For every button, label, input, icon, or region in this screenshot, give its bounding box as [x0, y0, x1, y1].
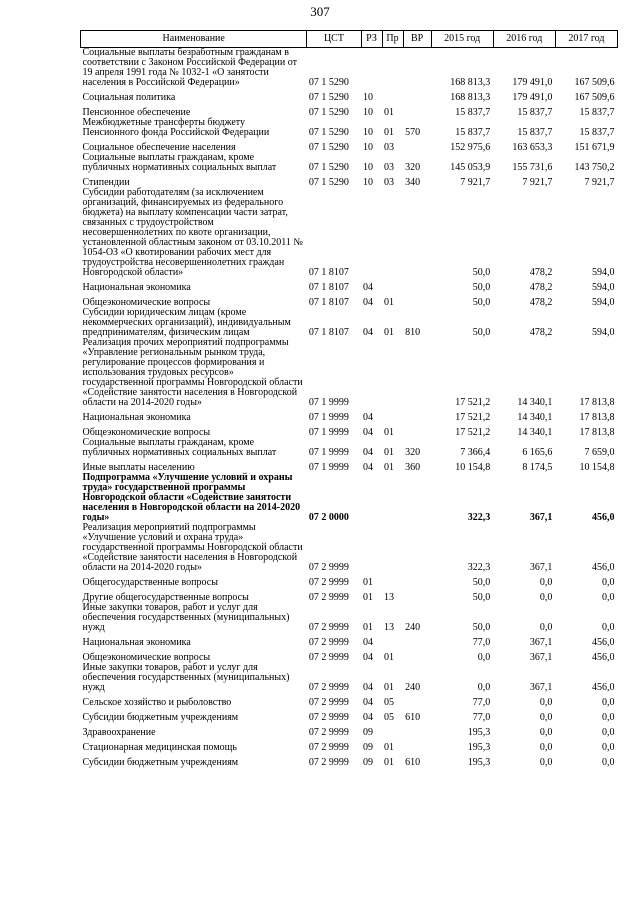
cell-pr	[382, 88, 403, 103]
cell-pr	[382, 338, 403, 408]
cell-2017: 0,0	[602, 757, 615, 768]
cell-2017: 456,0	[592, 637, 615, 648]
cell-2017: 594,0	[592, 282, 615, 293]
cell-pr: 01	[384, 682, 395, 693]
cell-2016: 367,1	[529, 512, 553, 523]
cell-2016: 14 340,1	[517, 397, 553, 408]
cell-cst: 07 2 9999	[308, 592, 349, 603]
cell-pr	[382, 523, 403, 573]
cell-vr	[403, 473, 431, 523]
header-vr: ВР	[403, 31, 431, 48]
cell-rz: 09	[363, 757, 373, 768]
cell-cst: 07 1 9999	[308, 427, 349, 438]
cell-rz: 04	[363, 297, 373, 308]
cell-pr: 01	[384, 447, 395, 458]
cell-pr	[382, 188, 403, 278]
cell-vr	[403, 693, 431, 708]
cell-2015: 50,0	[472, 297, 491, 308]
cell-cst: 07 1 5290	[308, 107, 349, 118]
cell-cst: 07 2 9999	[308, 682, 349, 693]
cell-cst: 07 2 9999	[308, 622, 349, 633]
cell-cst: 07 1 5290	[308, 92, 349, 103]
cell-name: Стационарная медицинская помощь	[82, 742, 237, 753]
table-row	[81, 648, 618, 663]
cell-cst: 07 1 9999	[308, 412, 349, 423]
cell-pr: 03	[384, 177, 395, 188]
cell-cst: 07 2 9999	[308, 562, 349, 573]
cell-cst: 07 1 5290	[308, 77, 349, 88]
cell-2017: 167 509,6	[574, 77, 615, 88]
cell-2015: 195,3	[467, 757, 491, 768]
cell-rz: 04	[363, 462, 373, 473]
cell-rz	[361, 523, 382, 573]
cell-2017: 0,0	[602, 577, 615, 588]
cell-name: Субсидии бюджетным учреждениям	[82, 757, 239, 768]
cell-vr	[403, 338, 431, 408]
cell-name: Общеэкономические вопросы	[82, 652, 211, 663]
cell-2017: 10 154,8	[579, 462, 615, 473]
cell-pr: 01	[384, 427, 395, 438]
cell-2015: 50,0	[472, 267, 491, 278]
cell-pr	[382, 48, 403, 89]
cell-rz: 10	[363, 162, 373, 173]
cell-vr	[403, 103, 431, 118]
cell-2017: 143 750,2	[574, 162, 615, 173]
table-row	[81, 103, 618, 118]
cell-rz: 09	[363, 742, 373, 753]
cell-2017: 15 837,7	[579, 127, 615, 138]
cell-pr	[382, 633, 403, 648]
cell-name: Другие общегосударственные вопросы	[82, 592, 249, 603]
cell-vr	[403, 293, 431, 308]
cell-2015: 195,3	[467, 727, 491, 738]
cell-name: Социальные выплаты гражданам, кроме публичных нормативных социальных выплат	[82, 152, 277, 173]
cell-rz: 09	[363, 727, 373, 738]
cell-rz	[361, 188, 382, 278]
cell-pr: 13	[384, 592, 395, 603]
cell-name: Общегосударственные вопросы	[82, 577, 218, 588]
cell-2015: 195,3	[467, 742, 491, 753]
cell-pr: 01	[384, 652, 395, 663]
cell-2016: 0,0	[539, 592, 553, 603]
table-body	[81, 48, 618, 769]
cell-2017: 456,0	[592, 652, 615, 663]
cell-name: Национальная экономика	[82, 282, 191, 293]
cell-vr	[403, 188, 431, 278]
cell-name: Иные выплаты населению	[82, 462, 195, 473]
page-number: 307	[310, 4, 330, 19]
cell-2016: 8 174,5	[522, 462, 553, 473]
cell-rz: 04	[363, 712, 373, 723]
table-row	[81, 588, 618, 603]
cell-name: Межбюджетные трансферты бюджету Пенсионного фонда Российской Федерации	[82, 117, 270, 138]
cell-vr	[403, 48, 431, 89]
cell-2016: 163 653,3	[512, 142, 553, 153]
cell-vr	[403, 573, 431, 588]
cell-cst: 07 2 9999	[308, 757, 349, 768]
cell-cst: 07 2 9999	[308, 697, 349, 708]
cell-2017: 0,0	[602, 622, 615, 633]
cell-pr: 01	[384, 757, 395, 768]
cell-vr: 610	[405, 757, 421, 768]
header-2016: 2016 год	[493, 31, 555, 48]
cell-rz	[361, 48, 382, 89]
header-rz: РЗ	[361, 31, 382, 48]
cell-2016: 179 491,0	[512, 92, 553, 103]
table-row	[81, 88, 618, 103]
cell-rz	[361, 338, 382, 408]
cell-cst: 07 1 5290	[308, 162, 349, 173]
table-header-row	[81, 31, 618, 48]
table-row	[81, 423, 618, 438]
cell-cst: 07 1 9999	[308, 397, 349, 408]
cell-vr: 570	[405, 127, 421, 138]
cell-2016: 367,1	[529, 637, 553, 648]
cell-2015: 322,3	[467, 512, 491, 523]
cell-vr	[403, 278, 431, 293]
cell-2017: 594,0	[592, 267, 615, 278]
cell-vr	[403, 588, 431, 603]
cell-2017: 0,0	[602, 727, 615, 738]
table-row	[81, 458, 618, 473]
table-row	[81, 573, 618, 588]
cell-rz: 04	[363, 682, 373, 693]
cell-2015: 168 813,3	[450, 92, 491, 103]
cell-pr: 01	[384, 127, 395, 138]
cell-2017: 594,0	[592, 327, 615, 338]
cell-cst: 07 1 5290	[308, 142, 349, 153]
table-row	[81, 188, 618, 278]
cell-vr	[403, 648, 431, 663]
header-2015: 2015 год	[431, 31, 493, 48]
cell-cst: 07 1 9999	[308, 462, 349, 473]
header-2017: 2017 год	[555, 31, 617, 48]
cell-cst: 07 2 0000	[308, 512, 349, 523]
table-row	[81, 438, 618, 458]
cell-2016: 7 921,7	[522, 177, 553, 188]
cell-cst: 07 1 5290	[308, 177, 349, 188]
table-row	[81, 308, 618, 338]
cell-2015: 168 813,3	[450, 77, 491, 88]
table-row	[81, 708, 618, 723]
table-row	[81, 338, 618, 408]
cell-2017: 0,0	[602, 742, 615, 753]
cell-rz: 04	[363, 412, 373, 423]
cell-vr	[403, 88, 431, 103]
cell-name: Социальное обеспечение населения	[82, 142, 236, 153]
cell-pr: 01	[384, 742, 395, 753]
header-pr: Пр	[382, 31, 403, 48]
cell-2015: 50,0	[472, 327, 491, 338]
table-row	[81, 153, 618, 173]
cell-cst: 07 2 9999	[308, 712, 349, 723]
cell-cst: 07 2 9999	[308, 637, 349, 648]
cell-pr: 13	[384, 622, 395, 633]
cell-vr: 320	[405, 162, 421, 173]
cell-2015: 77,0	[472, 697, 491, 708]
cell-2017: 456,0	[592, 512, 615, 523]
cell-2015: 77,0	[472, 712, 491, 723]
cell-vr: 360	[405, 462, 421, 473]
cell-2016: 367,1	[529, 562, 553, 573]
cell-2016: 0,0	[539, 727, 553, 738]
cell-2017: 7 659,0	[584, 447, 615, 458]
cell-2016: 0,0	[539, 757, 553, 768]
cell-2015: 145 053,9	[450, 162, 491, 173]
cell-name: Иные закупки товаров, работ и услуг для обеспечения государственных (муниципальных) нужд	[82, 602, 290, 633]
cell-vr: 810	[405, 327, 421, 338]
cell-2015: 0,0	[477, 652, 491, 663]
header-cst: ЦСТ	[307, 31, 361, 48]
cell-rz: 04	[363, 697, 373, 708]
cell-cst: 07 1 8107	[308, 267, 349, 278]
cell-vr: 240	[405, 682, 421, 693]
cell-pr	[382, 473, 403, 523]
cell-pr	[382, 573, 403, 588]
cell-pr: 01	[384, 297, 395, 308]
cell-2015: 17 521,2	[455, 412, 491, 423]
cell-2015: 7 921,7	[460, 177, 491, 188]
cell-pr	[382, 408, 403, 423]
cell-vr	[403, 523, 431, 573]
cell-name: Социальные выплаты гражданам, кроме публичных нормативных социальных выплат	[82, 437, 277, 458]
cell-2017: 151 671,9	[574, 142, 615, 153]
cell-vr	[403, 408, 431, 423]
cell-2016: 0,0	[539, 622, 553, 633]
cell-2016: 155 731,6	[512, 162, 553, 173]
cell-2016: 478,2	[529, 297, 553, 308]
cell-name: Здравоохранение	[82, 727, 156, 738]
table-row	[81, 723, 618, 738]
cell-2016: 367,1	[529, 652, 553, 663]
cell-2015: 50,0	[472, 622, 491, 633]
cell-2017: 167 509,6	[574, 92, 615, 103]
cell-2017: 15 837,7	[579, 107, 615, 118]
cell-rz: 01	[363, 577, 373, 588]
cell-name: Подпрограмма «Улучшение условий и охраны труда» государственной программы Новгородской области «Содействие занятости населения в Новгородской области на 2014-2020 годы»	[82, 472, 301, 523]
budget-table	[80, 30, 618, 768]
table-row	[81, 633, 618, 648]
cell-2017: 17 813,8	[579, 412, 615, 423]
cell-2015: 17 521,2	[455, 427, 491, 438]
cell-2016: 367,1	[529, 682, 553, 693]
cell-2017: 0,0	[602, 697, 615, 708]
cell-name: Пенсионное обеспечение	[82, 107, 191, 118]
cell-pr: 01	[384, 462, 395, 473]
cell-rz: 10	[363, 142, 373, 153]
table-row	[81, 753, 618, 768]
cell-2016: 0,0	[539, 742, 553, 753]
cell-name: Субсидии бюджетным учреждениям	[82, 712, 239, 723]
cell-rz: 10	[363, 177, 373, 188]
cell-rz: 01	[363, 622, 373, 633]
cell-rz: 04	[363, 282, 373, 293]
cell-pr: 01	[384, 327, 395, 338]
cell-2017: 456,0	[592, 562, 615, 573]
cell-rz: 04	[363, 327, 373, 338]
cell-2016: 6 165,6	[522, 447, 553, 458]
cell-cst: 07 2 9999	[308, 727, 349, 738]
cell-cst: 07 1 9999	[308, 447, 349, 458]
cell-2016: 15 837,7	[517, 127, 553, 138]
cell-2015: 77,0	[472, 637, 491, 648]
cell-name: Субсидии юридическим лицам (кроме некоммерческих организаций), индивидуальным предпринимателям, физическим лицам	[82, 307, 291, 338]
cell-2016: 0,0	[539, 697, 553, 708]
cell-2016: 14 340,1	[517, 412, 553, 423]
cell-vr: 320	[405, 447, 421, 458]
cell-name: Общеэкономические вопросы	[82, 297, 211, 308]
cell-vr	[403, 633, 431, 648]
table-row	[81, 293, 618, 308]
cell-2016: 478,2	[529, 282, 553, 293]
cell-name: Иные закупки товаров, работ и услуг для обеспечения государственных (муниципальных) нужд	[82, 662, 290, 693]
cell-vr	[403, 138, 431, 153]
cell-2015: 152 975,6	[450, 142, 491, 153]
cell-cst: 07 1 8107	[308, 282, 349, 293]
cell-vr: 610	[405, 712, 421, 723]
table-row	[81, 523, 618, 573]
table-row	[81, 138, 618, 153]
cell-rz: 10	[363, 107, 373, 118]
cell-2016: 15 837,7	[517, 107, 553, 118]
cell-name: Реализация мероприятий подпрограммы «Улучшение условий и охрана труда» государственной программы Новгородской области «Содействие занятости населения в Новгородской области на 2014-2020 годы»	[82, 522, 303, 573]
cell-pr: 03	[384, 162, 395, 173]
cell-name: Социальные выплаты безработным гражданам в соответствии с Законом Российской Федерации от 19 апреля 1991 года № 1032-1 «О занятости населения в Российской Федерации»	[82, 47, 297, 88]
cell-2017: 594,0	[592, 297, 615, 308]
cell-pr: 05	[384, 697, 395, 708]
cell-vr	[403, 738, 431, 753]
cell-cst: 07 2 9999	[308, 742, 349, 753]
cell-rz: 04	[363, 427, 373, 438]
cell-vr: 240	[405, 622, 421, 633]
cell-pr	[382, 278, 403, 293]
cell-cst: 07 2 9999	[308, 652, 349, 663]
cell-rz	[361, 473, 382, 523]
cell-name: Сельское хозяйство и рыболовство	[82, 697, 232, 708]
cell-name: Общеэкономические вопросы	[82, 427, 211, 438]
table-row	[81, 408, 618, 423]
cell-2016: 14 340,1	[517, 427, 553, 438]
cell-name: Реализация прочих мероприятий подпрограммы «Управление региональным рынком труда, регулирование процессов формирования и использования трудовых ресурсов» государственной программы Новгородской области «Содействие занятости населения в Новгородской области на 2014-2020 годы»	[82, 337, 303, 408]
cell-pr: 01	[384, 107, 395, 118]
header-name: Наименование	[81, 31, 307, 48]
cell-2015: 15 837,7	[455, 127, 491, 138]
table-row	[81, 48, 618, 89]
cell-name: Социальная политика	[82, 92, 176, 103]
cell-2015: 50,0	[472, 282, 491, 293]
table-row	[81, 663, 618, 693]
cell-vr	[403, 423, 431, 438]
cell-name: Национальная экономика	[82, 637, 191, 648]
cell-2015: 15 837,7	[455, 107, 491, 118]
cell-cst: 07 2 9999	[308, 577, 349, 588]
cell-2015: 10 154,8	[455, 462, 491, 473]
cell-2017: 7 921,7	[584, 177, 615, 188]
cell-2017: 0,0	[602, 712, 615, 723]
table-row	[81, 278, 618, 293]
cell-2017: 0,0	[602, 592, 615, 603]
cell-rz: 01	[363, 592, 373, 603]
cell-cst: 07 1 5290	[308, 127, 349, 138]
cell-rz: 04	[363, 637, 373, 648]
cell-2015: 17 521,2	[455, 397, 491, 408]
table-row	[81, 693, 618, 708]
table-row	[81, 738, 618, 753]
cell-2015: 7 366,4	[460, 447, 491, 458]
cell-name: Стипендии	[82, 177, 130, 188]
cell-2017: 456,0	[592, 682, 615, 693]
table-row	[81, 118, 618, 138]
cell-pr: 03	[384, 142, 395, 153]
cell-2016: 179 491,0	[512, 77, 553, 88]
cell-2017: 17 813,8	[579, 397, 615, 408]
cell-rz: 10	[363, 127, 373, 138]
cell-rz: 04	[363, 652, 373, 663]
cell-rz: 04	[363, 447, 373, 458]
cell-vr: 340	[405, 177, 421, 188]
cell-2016: 0,0	[539, 577, 553, 588]
cell-2016: 0,0	[539, 712, 553, 723]
table-row	[81, 603, 618, 633]
cell-2016: 478,2	[529, 327, 553, 338]
cell-pr: 05	[384, 712, 395, 723]
cell-2015: 0,0	[477, 682, 491, 693]
cell-cst: 07 1 8107	[308, 297, 349, 308]
cell-2017: 17 813,8	[579, 427, 615, 438]
cell-2016: 478,2	[529, 267, 553, 278]
cell-vr	[403, 723, 431, 738]
cell-2015: 50,0	[472, 577, 491, 588]
cell-cst: 07 1 8107	[308, 327, 349, 338]
cell-2015: 50,0	[472, 592, 491, 603]
cell-name: Национальная экономика	[82, 412, 191, 423]
cell-rz: 10	[363, 92, 373, 103]
cell-2015: 322,3	[467, 562, 491, 573]
cell-name: Субсидии работодателям (за исключением организаций, финансируемых из федерального бюджета) на выплату компенсации части затрат, связанных с трудоустройством несовершеннолетних по квоте организации, установленной областным законом от 03.10.2011 № 1054-ОЗ «О квотировании рабочих мест для трудоустройства несовершеннолетних граждан Новгородской области»	[82, 187, 303, 278]
cell-pr	[382, 723, 403, 738]
table-row	[81, 173, 618, 188]
table-row	[81, 473, 618, 523]
